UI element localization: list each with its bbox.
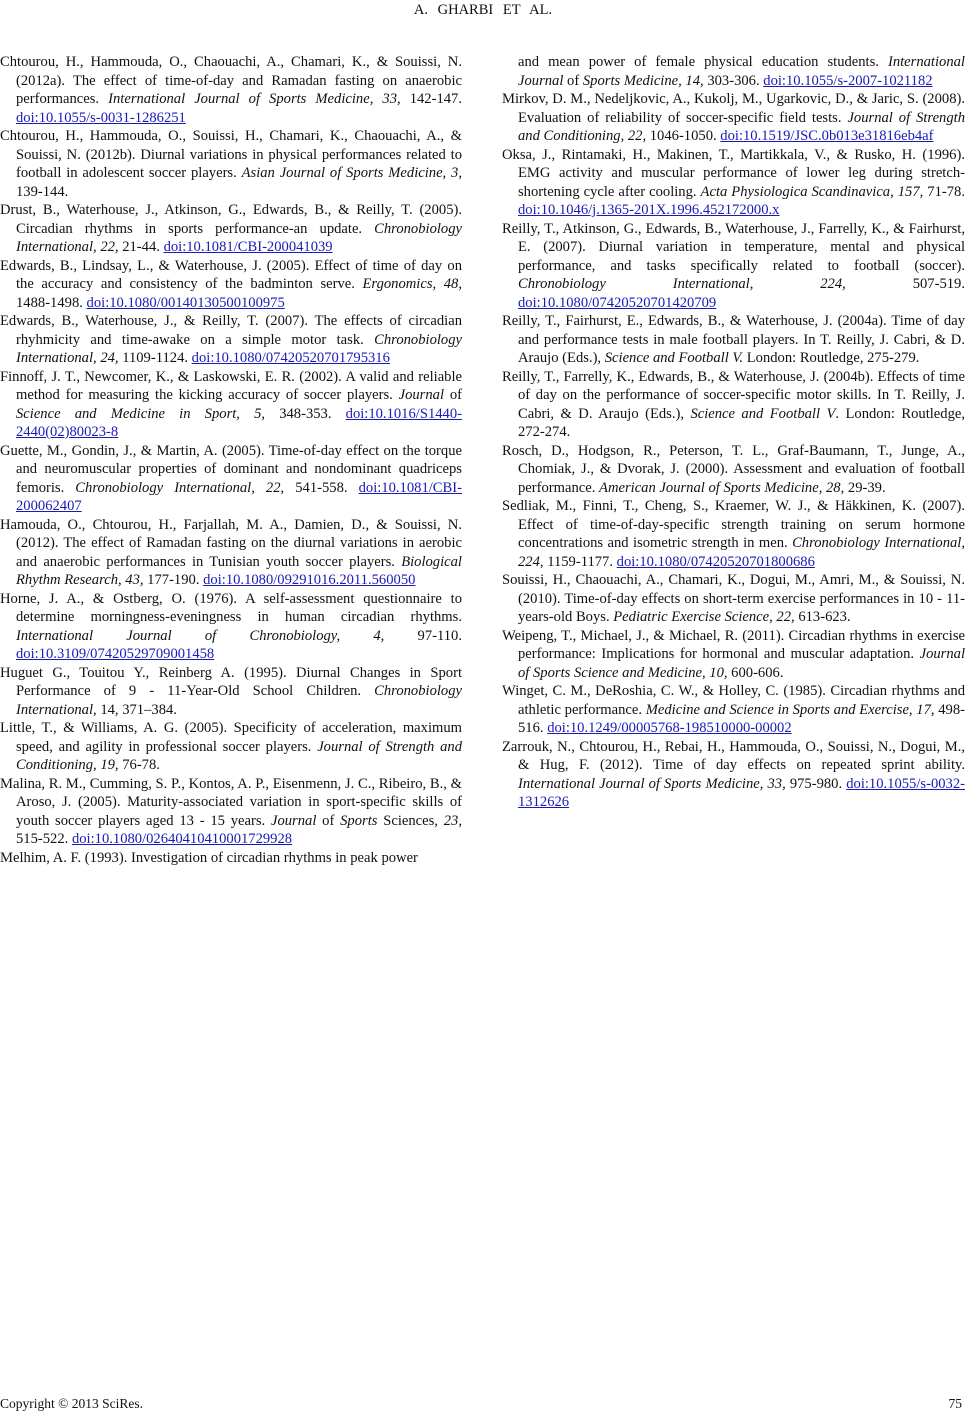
reference-entry [0,53,462,127]
reference-entry [0,590,462,664]
reference-text: 177-190. [143,572,204,588]
reference-text: Winget, C. M., DeRoshia, C. W., & Holley, C. (1985). Circadian rhythms and athletic performance. [502,683,965,718]
reference-entry [0,368,462,442]
journal-title: Journal [270,812,317,829]
journal-title: Sports [340,812,378,829]
copyright-notice: Copyright © 2013 SciRes. [0,1396,144,1411]
reference-text: Little, T., & Williams, A. G. (2005). Specificity of acceleration, maximum speed, and agility in professional soccer players. [0,720,462,755]
doi-link[interactable]: doi:10.1080/07420520701420709 [518,294,717,311]
journal-title: International Journal [518,54,965,89]
reference-entry [502,627,965,683]
reference-entry [0,719,462,775]
reference-entry [0,442,462,516]
reference-text: Finnoff, J. T., Newcomer, K., & Laskowski, E. R. (2002). A valid and reliable method for measuring the kicking accuracy of soccer players. [0,368,462,403]
reference-text: 975-980. [785,775,847,792]
reference-text: Oksa, J., Rintamaki, H., Makinen, T., Martikkala, V., & Rusko, H. (1996). EMG activity and muscular performance of lower leg during stretch-shortening cycle after cooling. [502,146,965,200]
reference-text: Guette, M., Gondin, J., & Martin, A. (2005). Time-of-day effect on the torque and neuromuscular properties of dominant and nondominant quadriceps femoris. [0,442,462,496]
reference-text: 142-147. [400,91,462,107]
reference-entry [0,201,462,257]
reference-text: Souissi, H., Chaouachi, A., Chamari, K., Dogui, M., Amri, M., & Souissi, N. (2010). Time-of-day effects on short-term exercise performances in 10 - 11-years-old Boys. [502,572,965,625]
journal-title: Science and Football V [690,405,836,422]
reference-text: Mirkov, D. M., Nedeljkovic, A., Kukolj, M., Ugarkovic, D., & Jaric, S. (2008). Evaluation of reliability of soccer-specific field tests. [502,91,965,126]
journal-title: Journal of Sports Science and Medicine, 10, [518,646,965,681]
reference-text: 498-516. [518,701,965,736]
journal-title: Biological Rhythm Research, 43, [16,553,462,588]
reference-text: 21-44. [118,239,164,255]
journal-title: Science and Medicine in Sport, 5, [16,405,266,422]
reference-entry [502,90,965,146]
journal-title: Journal [398,387,445,403]
journal-title: Medicine and Science in Sports and Exercise, 17, [645,701,935,718]
page-number: 75 [948,1396,962,1411]
journal-title: Sports Medicine, 14, [582,72,704,89]
reference-text: Reilly, T., Fairhurst, E., Edwards, B., & Waterhouse, J. (2004a). Time of day and performance tests in male football players. In T. Reilly, J. Cabri, & D. Araujo (Eds.), [502,313,965,366]
reference-text: Melhim, A. F. (1993). Investigation of circadian rhythms in peak power [0,849,418,866]
reference-text: 97-110. [384,627,462,644]
journal-title: Chronobiology International, 24, [16,331,462,366]
reference-entry [0,775,462,849]
reference-text: 303-306. [703,72,764,89]
reference-entry [502,497,965,571]
reference-entry [0,257,462,313]
reference-text: 29-39. [844,479,886,496]
journal-title: Chronobiology International, 224, [518,535,965,570]
reference-entry [502,368,965,442]
doi-link[interactable]: doi:10.1519/JSC.0b013e31816eb4af [720,128,934,144]
reference-text: 613-623. [794,609,851,625]
reference-text: Reilly, T., Farrelly, K., Edwards, B., & Waterhouse, J. (2004b). Effects of time of day on the performance of soccer-specific motor skills. In T. Reilly, J. Cabri, & D. Araujo (Eds.), [502,368,965,422]
reference-text: Sedliak, M., Finni, T., Cheng, S., Kraemer, W. J., & Häkkinen, K. (2007). Effect of time-of-day-specific strength training on serum hormone concentrations and isometric strength in men. [502,498,965,551]
reference-entry [0,664,462,720]
doi-link[interactable]: doi:10.1016/S1440-2440(02)80023-8 [16,405,462,440]
reference-text: Drust, B., Waterhouse, J., Atkinson, G., Edwards, B., & Reilly, T. (2005). Circadian rhythms in sports performance-an update. [0,202,462,237]
reference-text: 139-144. [16,183,69,200]
reference-text: . London: Routledge, 272-274. [518,405,966,440]
journal-title: Journal of Strength and Conditioning, 19, [16,738,462,773]
reference-text: of [444,387,462,403]
reference-text: Weipeng, T., Michael, J., & Michael, R. (2011). Circadian rhythms in exercise performance: Implications for hormonal and muscular adaptation. [502,627,965,662]
doi-link[interactable]: doi:10.3109/07420529709001458 [16,646,215,662]
reference-text: 515-522. [16,831,72,847]
reference-entry [0,849,462,868]
reference-text: 76-78. [118,757,160,773]
reference-entry [502,53,965,90]
journal-title: Chronobiology International, 224, [518,276,846,292]
journal-title: International Journal of Sports Medicine, 33, [108,91,401,107]
doi-link[interactable]: doi:10.1046/j.1365-201X.1996.452172000.x [518,202,780,218]
reference-text: 1046-1050. [646,128,721,144]
reference-text: 71-78. [923,183,965,200]
journal-title: Acta Physiologica Scandinavica, 157, [700,183,924,200]
reference-entry [0,127,462,201]
journal-title: Pediatric Exercise Science, 22, [613,609,795,625]
reference-text: of [316,812,341,829]
reference-text: Sciences, [377,812,444,829]
reference-text: Edwards, B., Waterhouse, J., & Reilly, T. (2007). The effects of circadian rhyhmicity and time-awake on a simple motor task. [0,313,462,348]
journal-title: Science and Football V. [604,350,744,366]
reference-text: 14, 371–384. [96,701,177,718]
journal-title: 23, [443,812,462,829]
reference-entry [502,571,965,627]
doi-link[interactable]: doi:10.1249/00005768-198510000-00002 [547,720,792,736]
reference-text: 1109-1124. [118,350,192,366]
journal-title: Ergonomics, 48, [362,276,462,292]
reference-entry [502,146,965,220]
doi-link[interactable]: doi:10.1055/s-0032-1312626 [518,775,965,810]
doi-link[interactable]: doi:10.1081/CBI-200062407 [16,479,462,514]
reference-entry [502,682,965,738]
reference-entry [502,738,965,812]
reference-text: of [563,72,583,89]
reference-text: Rosch, D., Hodgson, R., Peterson, T. L., Graf-Baumann, T., Junge, A., Chomiak, J., & Dvorak, J. (2000). Assessment and evaluation of football performance. [502,442,965,496]
reference-entry [502,220,965,313]
doi-link[interactable]: doi:10.1080/07420520701795316 [191,350,390,366]
doi-link[interactable]: doi:10.1080/07420520701800686 [616,553,815,570]
doi-link[interactable]: doi:10.1080/09291016.2011.560050 [203,572,416,588]
reference-entry [502,442,965,498]
reference-text: Zarrouk, N., Chtourou, H., Rebai, H., Hammouda, O., Souissi, N., Dogui, M., & Hug, F. (2012). Time of day effects on repeated sprint ability. [502,738,965,773]
journal-title: International Journal of Sports Medicine, 33, [518,775,786,792]
doi-link[interactable]: doi:10.1080/00140130500100975 [86,294,285,311]
reference-text: London: Routledge, 275-279. [743,350,920,366]
reference-entry [0,516,462,590]
reference-text: and mean power of female physical education students. [518,54,888,70]
reference-text: 348-353. [265,405,346,422]
reference-text: Reilly, T., Atkinson, G., Edwards, B., Waterhouse, J., Farrelly, K., & Fairhurst, E. (2007). Diurnal variation in temperature, mental and physical performance, and tasks specifically related to football (soccer). [502,220,965,274]
reference-text: 600-606. [727,664,784,681]
reference-entry [0,312,462,368]
reference-list-right [502,53,965,812]
journal-title: American Journal of Sports Medicine, 28, [599,479,845,496]
doi-link[interactable]: doi:10.1080/02640410410001729928 [71,831,293,847]
journal-title: Journal of Strength and Conditioning, 22, [518,109,965,144]
journal-title: Asian Journal of Sports Medicine, 3, [241,165,462,181]
journal-title: Chronobiology International, 22, [16,220,462,255]
doi-link[interactable]: doi:10.1055/s-0031-1286251 [16,109,186,126]
reference-text: Chtourou, H., Hammouda, O., Souissi, H., Chamari, K., Chaouachi, A., & Souissi, N. (2012b). Diurnal variations in physical performances related to football in adolescent soccer players. [0,128,462,181]
reference-text: Malina, R. M., Cumming, S. P., Kontos, A. P., Eisenmenn, J. C., Ribeiro, B., & Aroso, J. (2005). Maturity-associated variation in sport-specific skills of youth soccer players aged 13 - 15 years. [0,775,462,829]
reference-list-left [0,53,462,867]
reference-text: 541-558. [284,479,359,496]
reference-text: Chtourou, H., Hammouda, O., Chaouachi, A., Chamari, K., & Souissi, N. (2012a). The effect of time-of-day and Ramadan fasting on anaerobic performances. [0,54,462,107]
reference-entry [502,312,965,368]
reference-text: Edwards, B., Lindsay, L., & Waterhouse, J. (2005). Effect of time of day on the accuracy and consistency of the badminton serve. [0,257,462,292]
doi-link[interactable]: doi:10.1081/CBI-200041039 [163,239,333,255]
reference-text: Horne, J. A., & Ostberg, O. (1976). A self-assessment questionnaire to determine morningness-eveningness in human circadian rhythms. [0,590,462,625]
doi-link[interactable]: doi:10.1055/s-2007-1021182 [763,72,933,89]
reference-text: 1159-1177. [543,553,617,570]
journal-title: Chronobiology International, [16,683,462,718]
journal-title: Chronobiology International, 22, [75,479,285,496]
reference-text: 507-519. [845,276,965,292]
reference-text: Huguet G., Touitou Y., Reinberg A. (1995). Diurnal Changes in Sport Performance of 9 - 11-Year-Old School Children. [0,664,462,699]
running-head: A. GHARBI ET AL. [413,2,553,18]
reference-text: 1488-1498. [16,294,87,311]
journal-title: International Journal of Chronobiology, 4, [16,627,385,644]
reference-text: Hamouda, O., Chtourou, H., Farjallah, M. A., Damien, D., & Souissi, N. (2012). The effect of Ramadan fasting on the diurnal variations in aerobic and anaerobic performances in Tunisian youth soccer players. [0,516,462,570]
